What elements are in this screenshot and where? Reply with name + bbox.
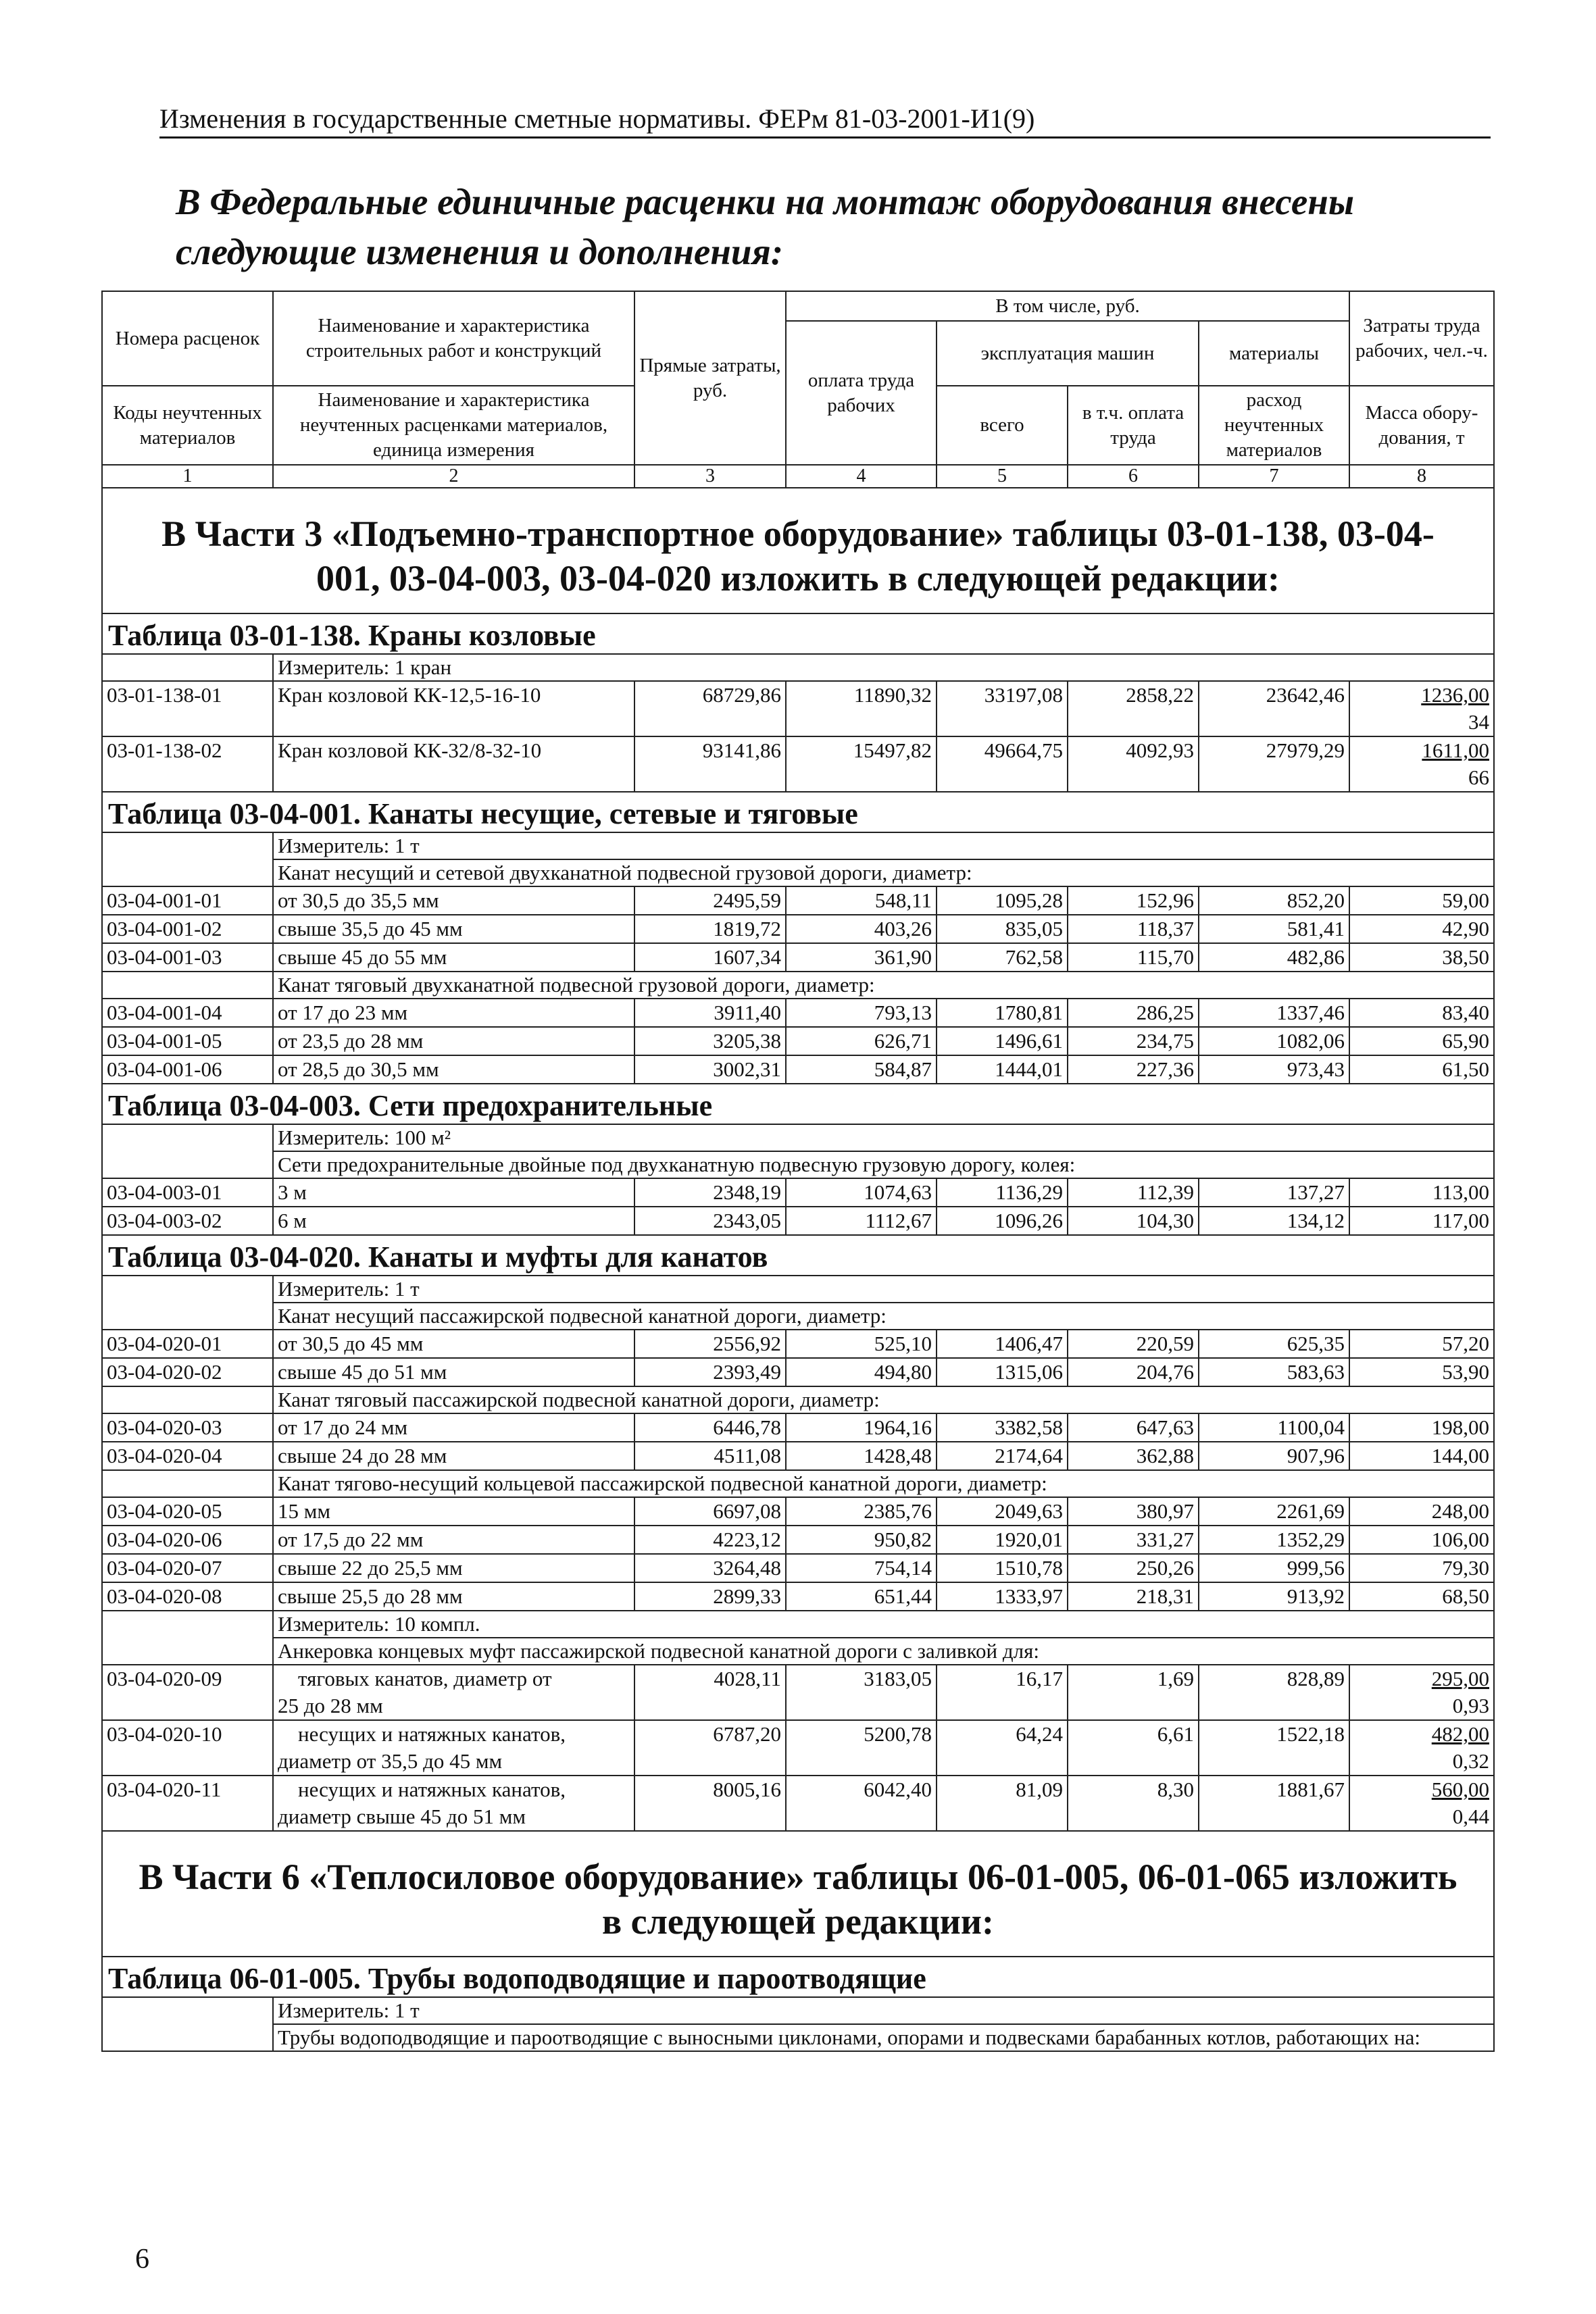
table-title: Таблица 03-04-003. Сети предохранительные bbox=[102, 1084, 1494, 1124]
meter-label: Измеритель: 10 компл. bbox=[273, 1611, 1494, 1638]
meter-label: Измеритель: 1 кран bbox=[273, 654, 1494, 681]
equipment-mass: 0,32 bbox=[1452, 1749, 1489, 1773]
col-labor-hours-header: Затраты труда рабочих, чел.-ч. bbox=[1349, 291, 1494, 386]
rate-code: 03-04-001-04 bbox=[102, 999, 273, 1027]
equipment-mass: 0,93 bbox=[1452, 1694, 1489, 1717]
table-row bbox=[102, 1358, 1494, 1386]
direct-cost: 8005,16 bbox=[634, 1776, 786, 1831]
machines-cost: 1315,06 bbox=[937, 1358, 1068, 1386]
materials-cost: 973,43 bbox=[1199, 1055, 1349, 1084]
labor-hours: 482,00 bbox=[1431, 1722, 1489, 1746]
table-row bbox=[102, 1442, 1494, 1470]
labor-cost: 403,26 bbox=[786, 915, 937, 943]
materials-cost: 134,12 bbox=[1199, 1207, 1349, 1235]
intro-text: В Федеральные единичные расценки на монтаж оборудования внесены следующие изменения и дополнения: bbox=[176, 181, 1354, 272]
machines-labor-cost: 115,70 bbox=[1068, 943, 1199, 972]
rate-code: 03-04-001-01 bbox=[102, 886, 273, 915]
col-number: 5 bbox=[937, 465, 1068, 488]
col-number: 4 bbox=[786, 465, 937, 488]
rate-name: от 28,5 до 30,5 мм bbox=[273, 1055, 634, 1084]
col-codes-header: Номера расценок bbox=[102, 291, 273, 386]
rate-name: свыше 24 до 28 мм bbox=[273, 1442, 634, 1470]
labor-cost: 950,82 bbox=[786, 1526, 937, 1554]
col-machines-total-header: всего bbox=[937, 386, 1068, 465]
table-row bbox=[102, 736, 1494, 792]
col-number: 7 bbox=[1199, 465, 1349, 488]
materials-cost: 625,35 bbox=[1199, 1330, 1349, 1358]
labor-hours: 65,90 bbox=[1349, 1027, 1494, 1055]
machines-cost: 3382,58 bbox=[937, 1413, 1068, 1442]
direct-cost: 2393,49 bbox=[634, 1358, 786, 1386]
labor-cost: 1428,48 bbox=[786, 1442, 937, 1470]
rate-name: от 17,5 до 22 мм bbox=[273, 1526, 634, 1554]
part6-heading: В Части 6 «Теплосиловое оборудование» таблицы 06-01-005, 06-01-065 изложить в следующей редакции: bbox=[102, 1831, 1494, 1957]
group-label: Канат несущий пассажирской подвесной канатной дороги, диаметр: bbox=[273, 1303, 1494, 1330]
machines-labor-cost: 218,31 bbox=[1068, 1582, 1199, 1611]
direct-cost: 4511,08 bbox=[634, 1442, 786, 1470]
rate-code: 03-04-020-01 bbox=[102, 1330, 273, 1358]
col-labor-header: оплата труда рабочих bbox=[786, 321, 937, 465]
rate-name: диаметр от 35,5 до 45 мм bbox=[278, 1749, 503, 1773]
labor-hours: 42,90 bbox=[1349, 915, 1494, 943]
col-group-header: В том числе, руб. bbox=[786, 291, 1349, 321]
machines-labor-cost: 647,63 bbox=[1068, 1413, 1199, 1442]
direct-cost: 3911,40 bbox=[634, 999, 786, 1027]
labor-hours: 61,50 bbox=[1349, 1055, 1494, 1084]
materials-cost: 913,92 bbox=[1199, 1582, 1349, 1611]
rate-name: от 17 до 23 мм bbox=[273, 999, 634, 1027]
table-row bbox=[102, 1178, 1494, 1207]
group-label: Анкеровка концевых муфт пассажирской подвесной канатной дороги с заливкой для: bbox=[273, 1638, 1494, 1665]
rate-code: 03-04-020-02 bbox=[102, 1358, 273, 1386]
machines-cost: 1136,29 bbox=[937, 1178, 1068, 1207]
machines-cost: 1496,61 bbox=[937, 1027, 1068, 1055]
materials-cost: 482,86 bbox=[1199, 943, 1349, 972]
materials-cost: 137,27 bbox=[1199, 1178, 1349, 1207]
group-label: Трубы водоподводящие и пароотводящие с выносными циклонами, опорами и подвесками барабанных котлов, работающих на: bbox=[273, 2024, 1494, 2051]
materials-cost: 1100,04 bbox=[1199, 1413, 1349, 1442]
direct-cost: 2495,59 bbox=[634, 886, 786, 915]
meter-label: Измеритель: 100 м² bbox=[273, 1124, 1494, 1151]
part3-heading: В Части 3 «Подъемно-транспортное оборудование» таблицы 03-01-138, 03-04-001, 03-04-003, 03-04-020 изложить в следующей редакции: bbox=[102, 488, 1494, 613]
machines-labor-cost: 220,59 bbox=[1068, 1330, 1199, 1358]
materials-cost: 583,63 bbox=[1199, 1358, 1349, 1386]
col-mass-header: Масса обору- дования, т bbox=[1349, 386, 1494, 465]
labor-hours: 79,30 bbox=[1349, 1554, 1494, 1582]
labor-cost: 793,13 bbox=[786, 999, 937, 1027]
table-row bbox=[102, 1330, 1494, 1358]
direct-cost: 4028,11 bbox=[634, 1665, 786, 1720]
machines-labor-cost: 204,76 bbox=[1068, 1358, 1199, 1386]
labor-hours: 83,40 bbox=[1349, 999, 1494, 1027]
group-label: Сети предохранительные двойные под двухканатную подвесную грузовую дорогу, колея: bbox=[273, 1151, 1494, 1178]
rate-name: свыше 22 до 25,5 мм bbox=[273, 1554, 634, 1582]
direct-cost: 2556,92 bbox=[634, 1330, 786, 1358]
rate-name: 6 м bbox=[273, 1207, 634, 1235]
direct-cost: 3264,48 bbox=[634, 1554, 786, 1582]
materials-cost: 1352,29 bbox=[1199, 1526, 1349, 1554]
labor-hours: 106,00 bbox=[1349, 1526, 1494, 1554]
machines-labor-cost: 286,25 bbox=[1068, 999, 1199, 1027]
machines-cost: 1406,47 bbox=[937, 1330, 1068, 1358]
machines-cost: 49664,75 bbox=[937, 736, 1068, 792]
rate-name: Кран козловой КК-12,5-16-10 bbox=[273, 681, 634, 736]
machines-cost: 1780,81 bbox=[937, 999, 1068, 1027]
col-number: 2 bbox=[273, 465, 634, 488]
labor-cost: 3183,05 bbox=[786, 1665, 937, 1720]
labor-cost: 5200,78 bbox=[786, 1720, 937, 1776]
labor-cost: 2385,76 bbox=[786, 1497, 937, 1526]
rate-code: 03-04-020-07 bbox=[102, 1554, 273, 1582]
rate-name: от 30,5 до 45 мм bbox=[273, 1330, 634, 1358]
machines-cost: 1510,78 bbox=[937, 1554, 1068, 1582]
rate-code: 03-04-001-06 bbox=[102, 1055, 273, 1084]
table-title: Таблица 03-01-138. Краны козловые bbox=[102, 613, 1494, 654]
table-row bbox=[102, 1554, 1494, 1582]
col-number: 8 bbox=[1349, 465, 1494, 488]
rate-code: 03-04-001-03 bbox=[102, 943, 273, 972]
materials-cost: 852,20 bbox=[1199, 886, 1349, 915]
machines-cost: 64,24 bbox=[937, 1720, 1068, 1776]
machines-labor-cost: 234,75 bbox=[1068, 1027, 1199, 1055]
materials-cost: 581,41 bbox=[1199, 915, 1349, 943]
machines-cost: 2049,63 bbox=[937, 1497, 1068, 1526]
rate-code: 03-04-020-10 bbox=[102, 1720, 273, 1776]
machines-cost: 33197,08 bbox=[937, 681, 1068, 736]
labor-cost: 361,90 bbox=[786, 943, 937, 972]
labor-hours: 117,00 bbox=[1349, 1207, 1494, 1235]
machines-labor-cost: 250,26 bbox=[1068, 1554, 1199, 1582]
table-row bbox=[102, 1776, 1494, 1831]
rates-table bbox=[101, 291, 1495, 2052]
machines-labor-cost: 362,88 bbox=[1068, 1442, 1199, 1470]
table-title: Таблица 03-04-020. Канаты и муфты для канатов bbox=[102, 1235, 1494, 1276]
equipment-mass: 0,44 bbox=[1452, 1805, 1489, 1828]
col-direct-header: Прямые затраты, руб. bbox=[634, 291, 786, 465]
group-label: Канат тягово-несущий кольцевой пассажирской подвесной канатной дороги, диаметр: bbox=[273, 1470, 1494, 1497]
rate-code: 03-04-020-05 bbox=[102, 1497, 273, 1526]
materials-cost: 1337,46 bbox=[1199, 999, 1349, 1027]
labor-cost: 525,10 bbox=[786, 1330, 937, 1358]
table-row bbox=[102, 999, 1494, 1027]
rate-code: 03-04-020-09 bbox=[102, 1665, 273, 1720]
col-materials-usage-header: расход неучтенных материалов bbox=[1199, 386, 1349, 465]
direct-cost: 2343,05 bbox=[634, 1207, 786, 1235]
labor-hours: 144,00 bbox=[1349, 1442, 1494, 1470]
direct-cost: 6697,08 bbox=[634, 1497, 786, 1526]
table-row bbox=[102, 681, 1494, 736]
rate-code: 03-04-020-04 bbox=[102, 1442, 273, 1470]
rate-code: 03-04-020-03 bbox=[102, 1413, 273, 1442]
rate-name: от 23,5 до 28 мм bbox=[273, 1027, 634, 1055]
col-materials-header: материалы bbox=[1199, 321, 1349, 386]
machines-cost: 762,58 bbox=[937, 943, 1068, 972]
labor-cost: 1074,63 bbox=[786, 1178, 937, 1207]
labor-hours: 198,00 bbox=[1349, 1413, 1494, 1442]
labor-hours: 59,00 bbox=[1349, 886, 1494, 915]
materials-cost: 2261,69 bbox=[1199, 1497, 1349, 1526]
table-row bbox=[102, 886, 1494, 915]
rate-name: несущих и натяжных канатов, bbox=[298, 1778, 566, 1801]
labor-cost: 15497,82 bbox=[786, 736, 937, 792]
machines-labor-cost: 331,27 bbox=[1068, 1526, 1199, 1554]
labor-hours: 1611,00 bbox=[1422, 738, 1489, 762]
rate-code: 03-04-001-02 bbox=[102, 915, 273, 943]
direct-cost: 2899,33 bbox=[634, 1582, 786, 1611]
direct-cost: 6446,78 bbox=[634, 1413, 786, 1442]
rate-code: 03-01-138-01 bbox=[102, 681, 273, 736]
col-number: 6 bbox=[1068, 465, 1199, 488]
machines-cost: 2174,64 bbox=[937, 1442, 1068, 1470]
col-number: 1 bbox=[102, 465, 273, 488]
rate-name: от 17 до 24 мм bbox=[273, 1413, 634, 1442]
labor-hours: 248,00 bbox=[1349, 1497, 1494, 1526]
col-machines-header: эксплуатация машин bbox=[937, 321, 1199, 386]
machines-labor-cost: 1,69 bbox=[1068, 1665, 1199, 1720]
machines-cost: 81,09 bbox=[937, 1776, 1068, 1831]
materials-cost: 828,89 bbox=[1199, 1665, 1349, 1720]
rate-name: 25 до 28 мм bbox=[278, 1694, 383, 1717]
labor-cost: 11890,32 bbox=[786, 681, 937, 736]
materials-cost: 23642,46 bbox=[1199, 681, 1349, 736]
labor-cost: 651,44 bbox=[786, 1582, 937, 1611]
col-machines-labor-header: в т.ч. оплата труда bbox=[1068, 386, 1199, 465]
equipment-mass: 66 bbox=[1468, 765, 1489, 789]
meter-label: Измеритель: 1 т bbox=[273, 1997, 1494, 2024]
rate-code: 03-04-020-08 bbox=[102, 1582, 273, 1611]
direct-cost: 68729,86 bbox=[634, 681, 786, 736]
machines-cost: 1095,28 bbox=[937, 886, 1068, 915]
machines-cost: 835,05 bbox=[937, 915, 1068, 943]
running-header: Изменения в государственные сметные нормативы. ФЕРм 81-03-2001-И1(9) bbox=[159, 101, 1491, 139]
table-row bbox=[102, 1526, 1494, 1554]
direct-cost: 6787,20 bbox=[634, 1720, 786, 1776]
materials-cost: 999,56 bbox=[1199, 1554, 1349, 1582]
direct-cost: 4223,12 bbox=[634, 1526, 786, 1554]
group-label: Канат несущий и сетевой двухканатной подвесной грузовой дороги, диаметр: bbox=[273, 859, 1494, 886]
labor-cost: 754,14 bbox=[786, 1554, 937, 1582]
table-title: Таблица 06-01-005. Трубы водоподводящие и пароотводящие bbox=[102, 1957, 1494, 1997]
materials-cost: 907,96 bbox=[1199, 1442, 1349, 1470]
machines-labor-cost: 152,96 bbox=[1068, 886, 1199, 915]
group-label: Канат тяговый двухканатной подвесной грузовой дороги, диаметр: bbox=[273, 972, 1494, 999]
machines-labor-cost: 104,30 bbox=[1068, 1207, 1199, 1235]
direct-cost: 93141,86 bbox=[634, 736, 786, 792]
machines-labor-cost: 4092,93 bbox=[1068, 736, 1199, 792]
rate-code: 03-01-138-02 bbox=[102, 736, 273, 792]
labor-hours: 53,90 bbox=[1349, 1358, 1494, 1386]
machines-cost: 1096,26 bbox=[937, 1207, 1068, 1235]
rate-code: 03-04-003-01 bbox=[102, 1178, 273, 1207]
col-material-codes-header: Коды неучтенных материалов bbox=[102, 386, 273, 465]
labor-cost: 494,80 bbox=[786, 1358, 937, 1386]
table-row bbox=[102, 1055, 1494, 1084]
page-number: 6 bbox=[135, 2244, 149, 2275]
table-row bbox=[102, 1665, 1494, 1720]
materials-cost: 1881,67 bbox=[1199, 1776, 1349, 1831]
rate-code: 03-04-001-05 bbox=[102, 1027, 273, 1055]
machines-labor-cost: 6,61 bbox=[1068, 1720, 1199, 1776]
labor-hours: 38,50 bbox=[1349, 943, 1494, 972]
direct-cost: 1819,72 bbox=[634, 915, 786, 943]
machines-cost: 1920,01 bbox=[937, 1526, 1068, 1554]
table-row bbox=[102, 1720, 1494, 1776]
table-row bbox=[102, 1582, 1494, 1611]
labor-hours: 113,00 bbox=[1349, 1178, 1494, 1207]
table-row bbox=[102, 1027, 1494, 1055]
machines-labor-cost: 112,39 bbox=[1068, 1178, 1199, 1207]
labor-hours: 560,00 bbox=[1431, 1778, 1489, 1801]
rate-name: тяговых канатов, диаметр от bbox=[298, 1667, 552, 1690]
rate-name: свыше 35,5 до 45 мм bbox=[273, 915, 634, 943]
machines-labor-cost: 227,36 bbox=[1068, 1055, 1199, 1084]
equipment-mass: 34 bbox=[1468, 710, 1489, 734]
labor-cost: 6042,40 bbox=[786, 1776, 937, 1831]
labor-hours: 295,00 bbox=[1431, 1667, 1489, 1690]
rate-code: 03-04-020-06 bbox=[102, 1526, 273, 1554]
labor-hours: 1236,00 bbox=[1421, 683, 1489, 707]
labor-cost: 584,87 bbox=[786, 1055, 937, 1084]
rate-name: свыше 25,5 до 28 мм bbox=[273, 1582, 634, 1611]
rate-name: диаметр свыше 45 до 51 мм bbox=[278, 1805, 526, 1828]
direct-cost: 2348,19 bbox=[634, 1178, 786, 1207]
table-row bbox=[102, 1207, 1494, 1235]
direct-cost: 1607,34 bbox=[634, 943, 786, 972]
rate-code: 03-04-020-11 bbox=[102, 1776, 273, 1831]
rate-name: 3 м bbox=[273, 1178, 634, 1207]
rate-name: свыше 45 до 51 мм bbox=[273, 1358, 634, 1386]
rate-name: свыше 45 до 55 мм bbox=[273, 943, 634, 972]
labor-cost: 548,11 bbox=[786, 886, 937, 915]
rate-name: несущих и натяжных канатов, bbox=[298, 1722, 566, 1746]
materials-cost: 1082,06 bbox=[1199, 1027, 1349, 1055]
table-row bbox=[102, 943, 1494, 972]
labor-hours: 68,50 bbox=[1349, 1582, 1494, 1611]
col-name-header: Наименование и характеристика строительных работ и конструкций bbox=[273, 291, 634, 386]
rate-name: Кран козловой КК-32/8-32-10 bbox=[273, 736, 634, 792]
machines-labor-cost: 118,37 bbox=[1068, 915, 1199, 943]
direct-cost: 3205,38 bbox=[634, 1027, 786, 1055]
labor-cost: 1112,67 bbox=[786, 1207, 937, 1235]
col-number: 3 bbox=[634, 465, 786, 488]
machines-labor-cost: 2858,22 bbox=[1068, 681, 1199, 736]
machines-labor-cost: 380,97 bbox=[1068, 1497, 1199, 1526]
meter-label: Измеритель: 1 т bbox=[273, 832, 1494, 859]
table-row bbox=[102, 1413, 1494, 1442]
materials-cost: 27979,29 bbox=[1199, 736, 1349, 792]
labor-hours: 57,20 bbox=[1349, 1330, 1494, 1358]
col-material-name-header: Наименование и характеристика неучтенных расценками материалов, единица измерения bbox=[273, 386, 634, 465]
direct-cost: 3002,31 bbox=[634, 1055, 786, 1084]
rate-name: от 30,5 до 35,5 мм bbox=[273, 886, 634, 915]
machines-cost: 1333,97 bbox=[937, 1582, 1068, 1611]
rate-name: 15 мм bbox=[273, 1497, 634, 1526]
machines-cost: 16,17 bbox=[937, 1665, 1068, 1720]
table-row bbox=[102, 915, 1494, 943]
table-row bbox=[102, 1497, 1494, 1526]
table-title: Таблица 03-04-001. Канаты несущие, сетевые и тяговые bbox=[102, 792, 1494, 832]
machines-labor-cost: 8,30 bbox=[1068, 1776, 1199, 1831]
rate-code: 03-04-003-02 bbox=[102, 1207, 273, 1235]
group-label: Канат тяговый пассажирской подвесной канатной дороги, диаметр: bbox=[273, 1386, 1494, 1413]
labor-cost: 626,71 bbox=[786, 1027, 937, 1055]
labor-cost: 1964,16 bbox=[786, 1413, 937, 1442]
meter-label: Измеритель: 1 т bbox=[273, 1276, 1494, 1303]
materials-cost: 1522,18 bbox=[1199, 1720, 1349, 1776]
machines-cost: 1444,01 bbox=[937, 1055, 1068, 1084]
